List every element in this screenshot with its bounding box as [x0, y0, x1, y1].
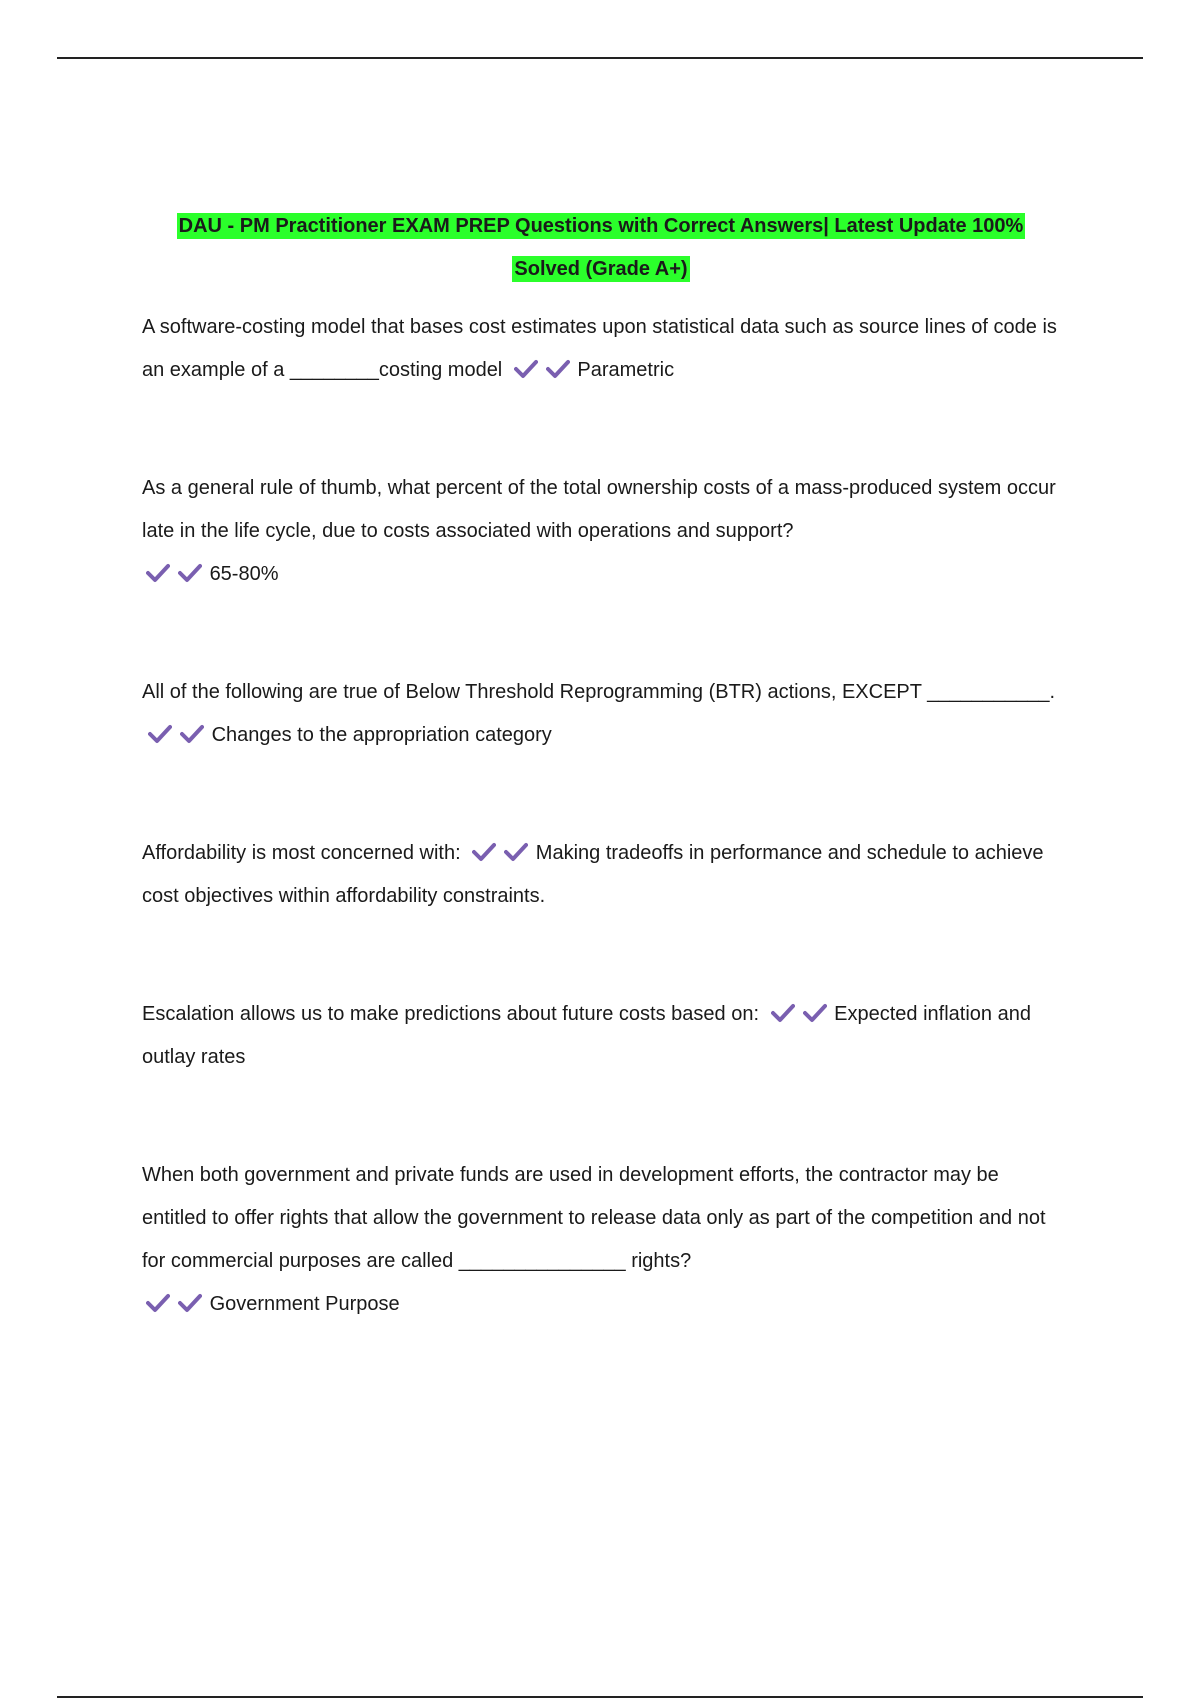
checkmark-icon	[546, 359, 570, 379]
checkmark-icon	[148, 724, 172, 744]
checkmark-icon	[146, 1293, 170, 1313]
question-text: A software-costing model that bases cost estimates upon statistical data such as source lines of code is an example of a ________costing model	[142, 316, 1057, 381]
title-line-2: Solved (Grade A+)	[514, 258, 688, 280]
checkmark-icon	[178, 563, 202, 583]
checkmark-icon	[771, 1003, 795, 1023]
title-line-1: DAU - PM Practitioner EXAM PREP Questions with Correct Answers| Latest Update 100%	[178, 215, 1024, 237]
qa-item	[142, 1154, 1060, 1326]
checkmark-icon	[803, 1003, 827, 1023]
answer-text: Changes to the appropriation category	[211, 724, 552, 746]
checkmark-icon	[504, 842, 528, 862]
question-text: Escalation allows us to make predictions about future costs based on:	[142, 1003, 760, 1025]
checkmark-icon	[146, 563, 170, 583]
question-text: All of the following are true of Below Threshold Reprogramming (BTR) actions, EXCEPT ___________.	[142, 681, 1056, 703]
header-rule	[57, 57, 1143, 59]
qa-item	[142, 832, 1060, 918]
question-text: Affordability is most concerned with:	[142, 842, 461, 864]
qa-item	[142, 306, 1060, 392]
answer-text: Government Purpose	[209, 1293, 400, 1315]
question-text: When both government and private funds are used in development efforts, the contractor may be entitled to offer rights that allow the government to release data only as part of the competition and not for commercial purposes are called _______________ rights?	[142, 1164, 1046, 1272]
checkmark-icon	[178, 1293, 202, 1313]
footer-rule	[57, 1696, 1143, 1698]
question-text: As a general rule of thumb, what percent of the total ownership costs of a mass-produced system occur late in the life cycle, due to costs associated with operations and support?	[142, 477, 1056, 542]
answer-text: 65-80%	[209, 563, 279, 585]
checkmark-icon	[514, 359, 538, 379]
qa-item	[142, 993, 1060, 1079]
answer-text: Parametric	[577, 359, 675, 381]
qa-item	[142, 671, 1060, 757]
answer-text: Making tradeoffs in performance and schedule to achieve cost objectives within affordability constraints.	[142, 842, 1044, 907]
qa-item	[142, 467, 1060, 596]
document-body	[142, 205, 1060, 1326]
checkmark-icon	[472, 842, 496, 862]
answer-text: Expected inflation and outlay rates	[142, 1003, 1031, 1068]
document-title	[142, 205, 1060, 291]
checkmark-icon	[180, 724, 204, 744]
